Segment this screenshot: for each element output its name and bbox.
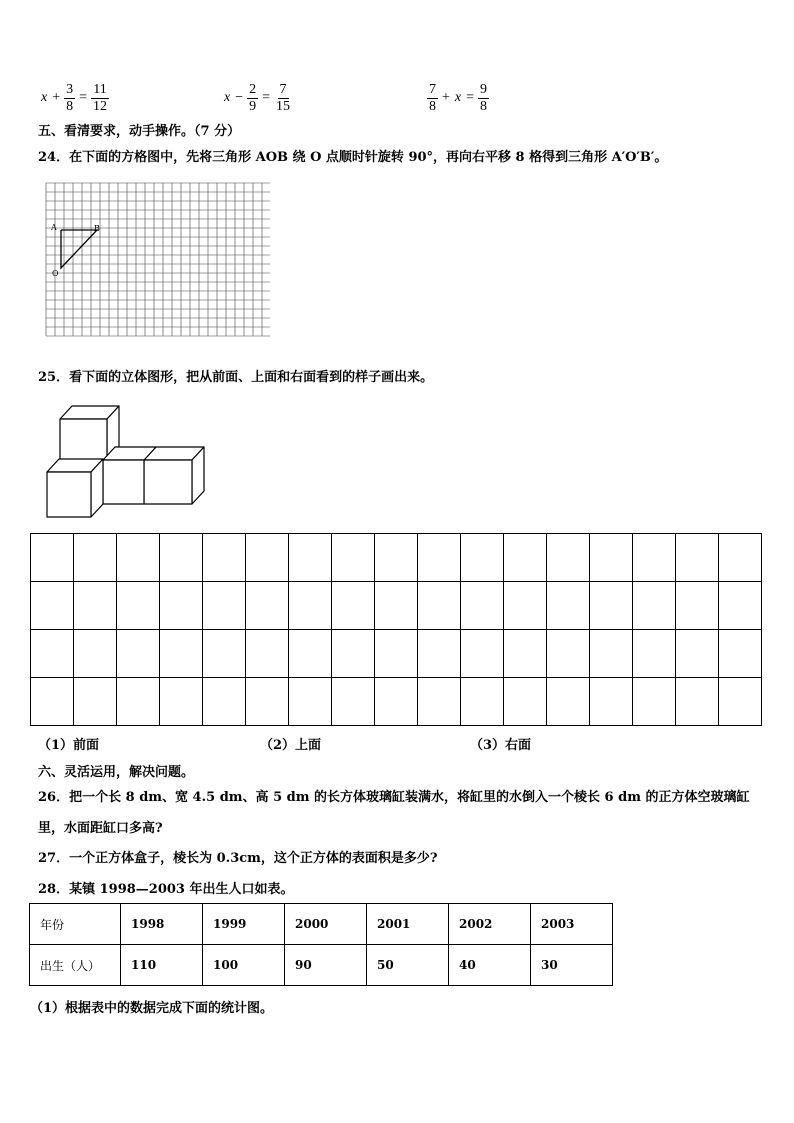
eq2-den1: 9	[249, 98, 257, 114]
eq1-num1: 3	[66, 81, 74, 97]
label-a: A	[51, 223, 57, 232]
eq3-den2: 8	[480, 98, 488, 114]
answer-grid-cell[interactable]	[418, 678, 461, 726]
answer-grid-cell[interactable]	[676, 582, 719, 630]
table-header-year: 年份	[30, 904, 121, 945]
answer-grid-cell[interactable]	[418, 582, 461, 630]
eq2-num2: 7	[279, 81, 287, 97]
eq3-frac-right	[478, 82, 489, 115]
answer-grid-cell[interactable]	[461, 630, 504, 678]
eq2-var: x	[224, 90, 231, 105]
view-label-top: （2）上面	[260, 738, 322, 753]
answer-grid-cell[interactable]	[160, 582, 203, 630]
answer-grid-cell[interactable]	[203, 534, 246, 582]
table-cell-births: 110	[121, 945, 203, 986]
table-cell-births: 30	[531, 945, 613, 986]
equation-3	[425, 78, 491, 118]
question-24: 24．在下面的方格图中，先将三角形 AOB 绕 O 点顺时针旋转 90°，再向右平移 8 格得到三角形 A′O′B′。	[38, 150, 668, 165]
answer-grid-cell[interactable]	[590, 534, 633, 582]
answer-grid-cell[interactable]	[676, 678, 719, 726]
eq1-den1: 8	[66, 98, 74, 114]
answer-grid-cell[interactable]	[375, 582, 418, 630]
answer-grid-cell[interactable]	[332, 630, 375, 678]
table-cell-year: 1998	[121, 904, 203, 945]
answer-grid-cell[interactable]	[74, 678, 117, 726]
answer-grid-cell[interactable]	[74, 582, 117, 630]
table-row-years	[30, 904, 613, 945]
answer-grid-cell[interactable]	[633, 534, 676, 582]
answer-grid-cell[interactable]	[590, 582, 633, 630]
table-cell-births: 90	[285, 945, 367, 986]
answer-grid-cell[interactable]	[375, 678, 418, 726]
eq2-den2: 15	[276, 98, 291, 114]
answer-grid-row	[31, 678, 762, 726]
answer-grid-cell[interactable]	[203, 630, 246, 678]
answer-grid-cell[interactable]	[676, 534, 719, 582]
answer-grid-cell[interactable]	[117, 582, 160, 630]
eq3-equals: =	[466, 90, 475, 105]
answer-grid-cell[interactable]	[332, 678, 375, 726]
answer-grid-cell[interactable]	[160, 534, 203, 582]
answer-grid-cell[interactable]	[289, 630, 332, 678]
answer-grid-cell[interactable]	[418, 630, 461, 678]
answer-grid-cell[interactable]	[117, 534, 160, 582]
answer-grid-cell[interactable]	[31, 582, 74, 630]
answer-grid-cell[interactable]	[74, 534, 117, 582]
answer-grid-cell[interactable]	[418, 534, 461, 582]
answer-grid-cell[interactable]	[547, 582, 590, 630]
question-26-line2: 里，水面距缸口多高?	[38, 821, 163, 836]
eq3-num1: 7	[429, 81, 436, 97]
answer-grid-cell[interactable]	[375, 534, 418, 582]
question-27: 27．一个正方体盒子，棱长为 0.3cm，这个正方体的表面积是多少?	[38, 851, 438, 866]
answer-grid-cell[interactable]	[31, 534, 74, 582]
answer-grid-cell[interactable]	[246, 630, 289, 678]
answer-grid-cell[interactable]	[504, 582, 547, 630]
table-header-births: 出生（人）	[30, 945, 121, 986]
answer-grid-cell[interactable]	[203, 582, 246, 630]
eq1-op: +	[52, 90, 61, 105]
answer-grid-cell[interactable]	[633, 678, 676, 726]
answer-grid-cell[interactable]	[117, 678, 160, 726]
answer-grid-cell[interactable]	[74, 630, 117, 678]
answer-grid-cell[interactable]	[719, 678, 762, 726]
eq2-frac-right	[274, 82, 292, 115]
answer-grid-cell[interactable]	[289, 678, 332, 726]
answer-grid-cell[interactable]	[31, 678, 74, 726]
section-6-title: 六、灵活运用，解决问题。	[38, 765, 195, 780]
eq1-var: x	[41, 90, 48, 105]
answer-grid-cell[interactable]	[590, 678, 633, 726]
eq2-frac-left	[247, 82, 258, 115]
eq1-frac-right	[91, 82, 109, 115]
answer-grid-cell[interactable]	[504, 534, 547, 582]
answer-grid-cell[interactable]	[590, 630, 633, 678]
table-cell-year: 2000	[285, 904, 367, 945]
answer-grid-cell[interactable]	[633, 582, 676, 630]
label-o: O	[52, 269, 59, 278]
answer-grid-cell[interactable]	[117, 630, 160, 678]
answer-grid-cell[interactable]	[719, 630, 762, 678]
answer-grid-cell[interactable]	[289, 534, 332, 582]
eq3-frac-left	[427, 82, 438, 115]
eq3-var: x	[454, 90, 462, 105]
table-cell-births: 100	[203, 945, 285, 986]
question-26-line1: 26．把一个长 8 dm、宽 4.5 dm、高 5 dm 的长方体玻璃缸装满水，将缸里的水倒入一个棱长 6 dm 的正方体空玻璃缸	[38, 790, 750, 805]
answer-grid-cell[interactable]	[719, 582, 762, 630]
answer-grid-cell[interactable]	[375, 630, 418, 678]
table-cell-births: 50	[367, 945, 449, 986]
question-25: 25．看下面的立体图形，把从前面、上面和右面看到的样子画出来。	[38, 370, 434, 385]
q24-grid-diagram	[44, 181, 270, 341]
answer-grid-cell[interactable]	[160, 678, 203, 726]
table-cell-year: 2003	[531, 904, 613, 945]
answer-grid-cell[interactable]	[332, 534, 375, 582]
equation-2	[221, 78, 294, 118]
eq3-den1: 8	[429, 98, 436, 114]
table-cell-births: 40	[449, 945, 531, 986]
label-b: B	[94, 224, 100, 233]
eq1-den2: 12	[93, 98, 108, 114]
table-row-births	[30, 945, 613, 986]
answer-grid-cell[interactable]	[461, 678, 504, 726]
eq1-frac-left	[64, 82, 75, 115]
answer-grid-cell[interactable]	[289, 582, 332, 630]
answer-grid-row	[31, 582, 762, 630]
answer-grid-cell[interactable]	[504, 678, 547, 726]
answer-grid-cell[interactable]	[547, 630, 590, 678]
eq1-equals: =	[79, 90, 88, 105]
eq2-equals: =	[262, 90, 271, 105]
answer-grid-cell[interactable]	[203, 678, 246, 726]
equation-1	[38, 78, 111, 118]
answer-grid-cell[interactable]	[719, 534, 762, 582]
view-label-right: （3）右面	[470, 738, 532, 753]
eq3-op: +	[442, 90, 450, 105]
eq2-num1: 2	[249, 81, 257, 97]
table-cell-year: 1999	[203, 904, 285, 945]
answer-grid-cell[interactable]	[504, 630, 547, 678]
answer-grid-cell[interactable]	[246, 534, 289, 582]
views-answer-grid[interactable]	[30, 533, 762, 726]
question-28-sub1: （1）根据表中的数据完成下面的统计图。	[30, 1001, 274, 1016]
eq3-num2: 9	[480, 81, 488, 97]
answer-grid-cell[interactable]	[547, 534, 590, 582]
answer-grid-cell[interactable]	[461, 534, 504, 582]
answer-grid-cell[interactable]	[461, 582, 504, 630]
birth-data-table	[29, 903, 613, 986]
answer-grid-cell[interactable]	[547, 678, 590, 726]
triangle-aob	[61, 230, 97, 268]
eq1-num2: 11	[93, 81, 107, 97]
answer-grid-cell[interactable]	[633, 630, 676, 678]
answer-grid-cell[interactable]	[676, 630, 719, 678]
view-label-front: （1）前面	[38, 738, 100, 753]
table-cell-year: 2002	[449, 904, 531, 945]
section-5-title: 五、看清要求，动手操作。（7 分）	[38, 124, 241, 139]
eq2-op: −	[235, 90, 244, 105]
question-28: 28．某镇 1998—2003 年出生人口如表。	[38, 882, 294, 897]
q25-cube-figure	[44, 400, 210, 520]
answer-grid-cell[interactable]	[246, 678, 289, 726]
answer-grid-cell[interactable]	[31, 630, 74, 678]
answer-grid-row	[31, 534, 762, 582]
table-cell-year: 2001	[367, 904, 449, 945]
answer-grid-cell[interactable]	[246, 582, 289, 630]
answer-grid-cell[interactable]	[160, 630, 203, 678]
answer-grid-row	[31, 630, 762, 678]
answer-grid-cell[interactable]	[332, 582, 375, 630]
